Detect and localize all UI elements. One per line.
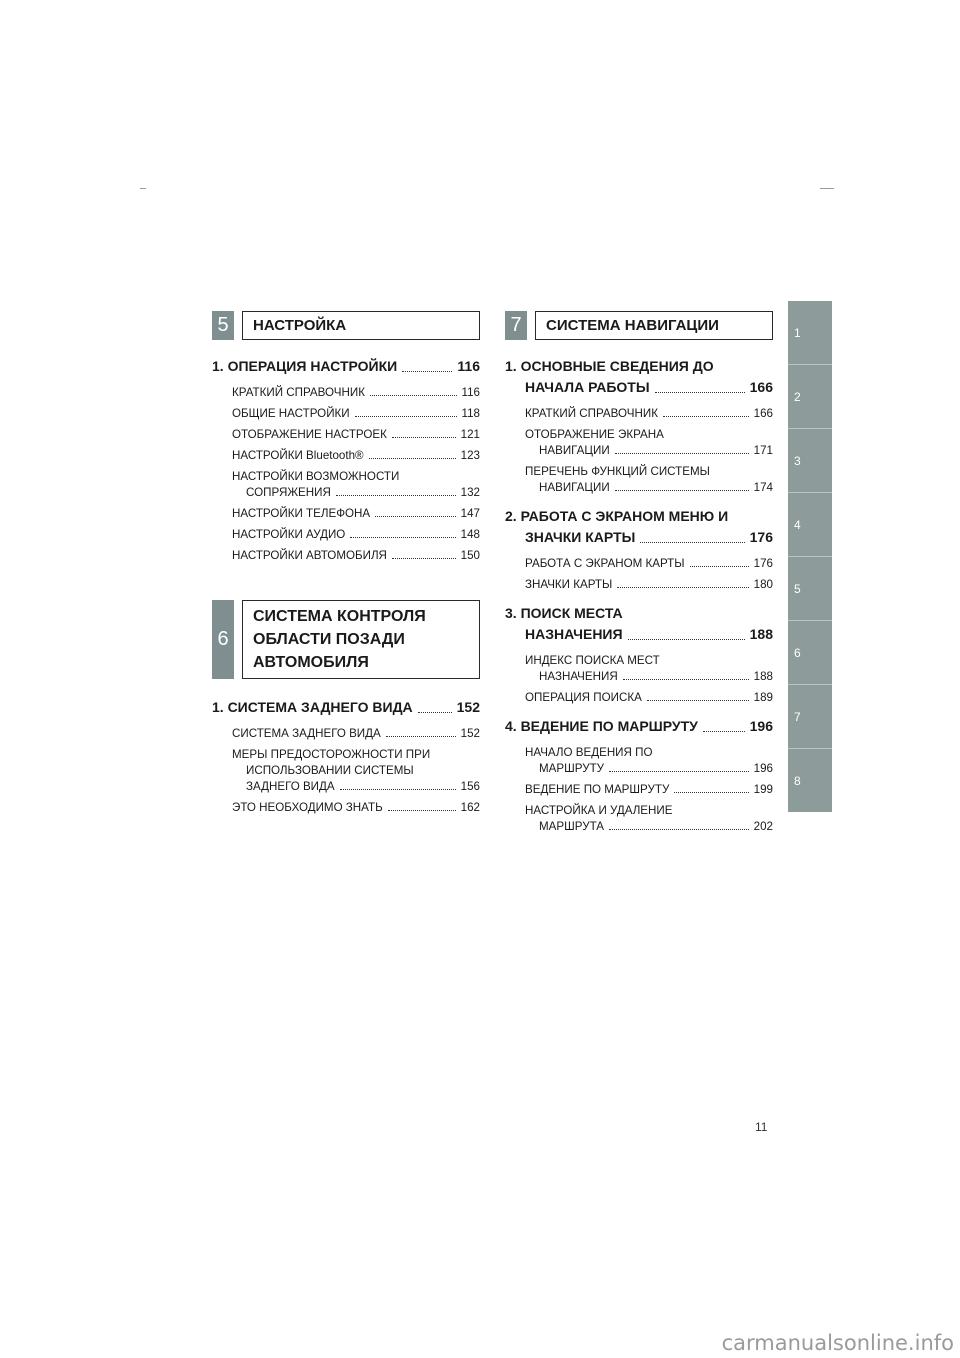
toc-chapter[interactable]: [505, 506, 773, 548]
toc-entry[interactable]: [232, 548, 480, 564]
entry-label: ЭТО НЕОБХОДИМО ЗНАТЬ: [232, 801, 383, 814]
side-tab-2[interactable]: [788, 365, 832, 429]
chapter-label: 1. СИСТЕМА ЗАДНЕГО ВИДА: [212, 699, 413, 715]
toc-entry[interactable]: [232, 448, 480, 464]
side-tab-label: 1: [794, 326, 801, 340]
side-tab-3[interactable]: [788, 429, 832, 493]
entry-page: 148: [460, 528, 480, 541]
entry-label-continued: МАРШРУТУ: [539, 762, 605, 775]
chapter-label-continued: НАЧАЛА РАБОТЫ: [525, 379, 650, 395]
dot-leader: [350, 537, 455, 538]
dot-leader: [392, 558, 456, 559]
entry-label: ИНДЕКС ПОИСКА МЕСТ: [525, 654, 660, 667]
entry-label: НАЧАЛО ВЕДЕНИЯ ПО: [525, 746, 653, 759]
entry-page: 162: [460, 801, 480, 814]
dot-leader: [402, 371, 452, 372]
dot-leader: [623, 679, 749, 680]
side-tab-8[interactable]: [788, 749, 832, 812]
toc-chapter[interactable]: [505, 603, 773, 645]
section-6-header: [212, 600, 480, 679]
section-5-header: [212, 311, 480, 340]
section-6-title-line: АВТОМОБИЛЯ: [253, 654, 369, 671]
toc-entry[interactable]: [232, 506, 480, 522]
dot-leader: [370, 395, 457, 396]
entry-page: 166: [753, 407, 773, 420]
dot-leader: [703, 731, 745, 732]
chapter-page: 176: [749, 529, 773, 545]
side-tab-label: 3: [794, 454, 801, 468]
section-6-number: 6: [212, 600, 234, 679]
chapter-label-continued: ЗНАЧКИ КАРТЫ: [525, 529, 636, 545]
chapter-label: 2. РАБОТА С ЭКРАНОМ МЕНЮ И: [505, 508, 729, 524]
section-6-entries: [212, 726, 480, 816]
entry-page: 152: [460, 727, 480, 740]
toc-entry[interactable]: [232, 469, 480, 501]
toc-entry[interactable]: [525, 745, 773, 777]
toc-entry[interactable]: [232, 385, 480, 401]
dot-leader: [615, 453, 749, 454]
dot-leader: [609, 829, 749, 830]
right-column: [505, 311, 773, 840]
chapter-page: 166: [749, 379, 773, 395]
chapter-label: 1. ОПЕРАЦИЯ НАСТРОЙКИ: [212, 358, 398, 374]
entry-label: НАСТРОЙКИ ВОЗМОЖНОСТИ: [232, 470, 400, 483]
entry-label-continued: НАВИГАЦИИ: [539, 444, 610, 457]
entry-page: 132: [460, 486, 480, 499]
entry-page: 196: [753, 762, 773, 775]
toc-entry[interactable]: [232, 747, 480, 795]
side-tab-label: 2: [794, 390, 801, 404]
side-tab-6[interactable]: [788, 621, 832, 685]
entry-label: ОБЩИЕ НАСТРОЙКИ: [232, 407, 350, 420]
side-tab-1[interactable]: [788, 301, 832, 365]
dot-leader: [663, 416, 749, 417]
watermark: carmanualsonline.info: [721, 1331, 954, 1355]
entry-label: НАСТРОЙКИ ТЕЛЕФОНА: [232, 507, 371, 520]
entry-label: ПЕРЕЧЕНЬ ФУНКЦИЙ СИСТЕМЫ: [525, 465, 710, 478]
toc-entry[interactable]: [232, 726, 480, 742]
entry-page: 188: [753, 670, 773, 683]
chapter-page: 196: [749, 718, 773, 734]
entry-label: ОТОБРАЖЕНИЕ ЭКРАНА: [525, 428, 664, 441]
dot-leader: [628, 639, 745, 640]
section-7-number: 7: [505, 311, 527, 340]
dot-leader: [690, 566, 749, 567]
dot-leader: [640, 542, 744, 543]
dot-leader: [418, 712, 452, 713]
entry-label: ОТОБРАЖЕНИЕ НАСТРОЕК: [232, 428, 387, 441]
entry-label-continued: СОПРЯЖЕНИЯ: [246, 486, 331, 499]
entry-page: 176: [753, 557, 773, 570]
toc-entry[interactable]: [525, 556, 773, 572]
entry-label: НАСТРОЙКИ АВТОМОБИЛЯ: [232, 549, 387, 562]
entry-label-continued: МАРШРУТА: [539, 820, 605, 833]
chapter-3-entries: [505, 653, 773, 706]
page-number: 11: [755, 1120, 768, 1134]
entry-label: НАСТРОЙКИ АУДИО: [232, 528, 346, 541]
chapter-label-continued: НАЗНАЧЕНИЯ: [525, 626, 623, 642]
dot-leader: [340, 789, 456, 790]
chapter-page: 116: [457, 358, 480, 374]
left-column: [212, 311, 480, 821]
dot-leader: [615, 490, 749, 491]
dot-leader: [609, 771, 749, 772]
chapter-page: 152: [456, 699, 480, 715]
entry-page: 123: [460, 449, 480, 462]
chapter-label: 1. ОСНОВНЫЕ СВЕДЕНИЯ ДО: [505, 358, 714, 374]
toc-entry[interactable]: [232, 406, 480, 422]
side-tab-5[interactable]: [788, 557, 832, 621]
toc-entry[interactable]: [525, 406, 773, 422]
entry-label: РАБОТА С ЭКРАНОМ КАРТЫ: [525, 557, 685, 570]
entry-page: 118: [461, 407, 480, 420]
toc-chapter[interactable]: [212, 356, 480, 377]
dot-leader: [375, 516, 456, 517]
dot-leader: [647, 700, 749, 701]
chapter-4-entries: [505, 745, 773, 835]
section-6-title: [242, 600, 480, 679]
dot-leader: [386, 736, 456, 737]
entry-label: ОПЕРАЦИЯ ПОИСКА: [525, 691, 642, 704]
section-7-header: [505, 311, 773, 340]
toc-entry[interactable]: [525, 427, 773, 459]
side-tab-label: 4: [794, 518, 801, 532]
toc-entry[interactable]: [232, 527, 480, 543]
entry-label-continued: НАЗНАЧЕНИЯ: [539, 670, 618, 683]
chapter-label: 4. ВЕДЕНИЕ ПО МАРШРУТУ: [505, 718, 698, 734]
section-6-title-line: ОБЛАСТИ ПОЗАДИ: [253, 631, 405, 648]
entry-label: НАСТРОЙКИ Bluetooth®: [232, 449, 364, 462]
entry-page: 121: [460, 428, 480, 441]
dot-leader: [674, 792, 748, 793]
entry-page: 116: [461, 386, 480, 399]
dot-leader: [388, 810, 456, 811]
chapter-side-tabs: [788, 301, 832, 812]
side-tab-label: 8: [794, 774, 801, 788]
entry-label: ЗНАЧКИ КАРТЫ: [525, 578, 613, 591]
entry-page: 150: [460, 549, 480, 562]
section-5-number: 5: [212, 311, 234, 340]
crop-mark-right: [820, 188, 834, 189]
toc-entry[interactable]: [525, 464, 773, 496]
side-tab-4[interactable]: [788, 493, 832, 557]
dot-leader: [336, 495, 456, 496]
toc-chapter[interactable]: [212, 697, 480, 718]
toc-entry[interactable]: [232, 427, 480, 443]
toc-entry[interactable]: [232, 800, 480, 816]
toc-entry[interactable]: [525, 803, 773, 835]
dot-leader: [355, 416, 457, 417]
chapter-1-entries: [505, 406, 773, 496]
section-6-title-line: СИСТЕМА КОНТРОЛЯ: [253, 608, 426, 625]
side-tab-7[interactable]: [788, 685, 832, 749]
side-tab-label: 7: [794, 710, 801, 724]
toc-chapter[interactable]: [505, 716, 773, 737]
entry-page: 180: [753, 578, 773, 591]
toc-entry[interactable]: [525, 782, 773, 798]
dot-leader: [392, 437, 456, 438]
dot-leader: [655, 392, 745, 393]
toc-chapter[interactable]: [505, 356, 773, 398]
chapter-2-entries: [505, 556, 773, 593]
entry-page: 174: [753, 481, 773, 494]
entry-page: 147: [460, 507, 480, 520]
dot-leader: [369, 458, 456, 459]
entry-page: 199: [753, 783, 773, 796]
entry-label-continued: НАВИГАЦИИ: [539, 481, 610, 494]
dot-leader: [617, 587, 748, 588]
section-5-title: НАСТРОЙКА: [242, 311, 480, 340]
section-5-entries: [212, 385, 480, 564]
toc-entry[interactable]: [525, 653, 773, 685]
side-tab-label: 6: [794, 646, 801, 660]
crop-mark-left: [140, 188, 146, 189]
chapter-page: 188: [749, 626, 773, 642]
entry-page: 171: [753, 444, 773, 457]
entry-label-continued: ИСПОЛЬЗОВАНИИ СИСТЕМЫ: [246, 764, 414, 777]
entry-label: КРАТКИЙ СПРАВОЧНИК: [525, 407, 658, 420]
entry-label: МЕРЫ ПРЕДОСТОРОЖНОСТИ ПРИ: [232, 748, 431, 761]
chapter-label: 3. ПОИСК МЕСТА: [505, 605, 623, 621]
entry-label: НАСТРОЙКА И УДАЛЕНИЕ: [525, 804, 673, 817]
toc-entry[interactable]: [525, 690, 773, 706]
entry-label: КРАТКИЙ СПРАВОЧНИК: [232, 386, 365, 399]
entry-page: 189: [753, 691, 773, 704]
toc-entry[interactable]: [525, 577, 773, 593]
side-tab-label: 5: [794, 582, 801, 596]
entry-label: СИСТЕМА ЗАДНЕГО ВИДА: [232, 727, 381, 740]
section-7-title: СИСТЕМА НАВИГАЦИИ: [535, 311, 773, 340]
entry-label-continued: ЗАДНЕГО ВИДА: [246, 780, 335, 793]
entry-page: 156: [460, 780, 480, 793]
entry-page: 202: [753, 820, 773, 833]
entry-label: ВЕДЕНИЕ ПО МАРШРУТУ: [525, 783, 670, 796]
